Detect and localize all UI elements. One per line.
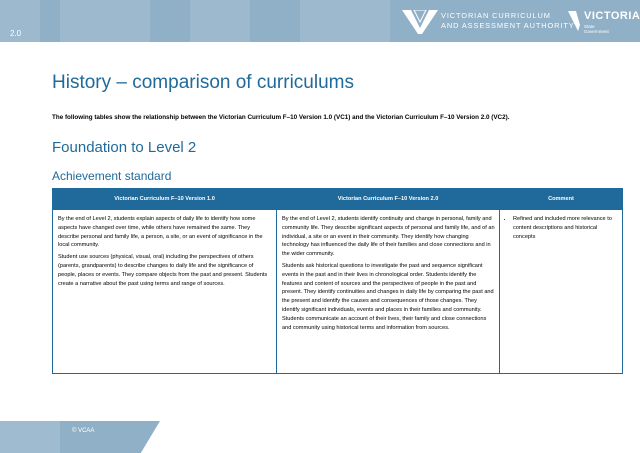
banner-stripe [60, 0, 150, 42]
banner-stripe [300, 0, 390, 42]
vc1-cell [53, 210, 277, 374]
banner-stripe [190, 0, 250, 42]
vc1-paragraph: By the end of Level 2, students explain aspects of daily life to identify how some aspects have changed over time, while others have remained the same. They describe personal and family life, a person, a site, or an event of significance in the local community. [58, 216, 263, 249]
comment-list [505, 215, 618, 241]
authority-name [441, 11, 575, 31]
comparison-table [52, 188, 623, 374]
victoria-wordmark: VICTORIA [584, 10, 640, 22]
copyright-text: © VCAA [72, 428, 95, 434]
subsection-title: Achievement standard [52, 169, 172, 183]
vc2-paragraph: By the end of Level 2, students identify continuity and change in personal, family and community life. They describe significant aspects of personal and family life, and of an individual, a site or an event in their community. They identify how changing technology has influenced the daily life of their families and close connections and in the wider community. [282, 216, 495, 258]
intro-text: The following tables show the relationship between the Victorian Curriculum F–10 Version 1.0 (VC1) and the Victorian Curriculum F–10 Version 2.0 (VC2). [52, 114, 510, 121]
comment-cell [500, 210, 623, 374]
state-government-label [584, 24, 609, 34]
vc2-cell [277, 210, 500, 374]
authority-line-2: AND ASSESSMENT AUTHORITY [441, 21, 575, 30]
vc2-paragraph: Students ask historical questions to investigate the past and sequence significant events in the past and in their lives in chronological order. Students identify the features and content of sources and the perspectives of people in the past and present. They identify continuities and changes in daily life by comparing the past and the present and identify the causes and consequences of those changes. They identify significant individuals, events and places in their families and community. Students communicate an account of their lives, their family and close connections and community using historical terms and information from sources. [282, 262, 494, 331]
header-vc1: Victorian Curriculum F–10 Version 1.0 [53, 189, 277, 210]
comment-item: • Refined and included more relevance to content descriptions and historical concepts [513, 215, 618, 241]
vc1-paragraph: Student use sources (physical, visual, oral) including the perspectives of others (parents, grandparents) to describe changes to daily life and the significance of people, places or events. They compare objects from the past and present. Students create a narrative about the past using terms and range of sources. [58, 254, 268, 287]
vcaa-logo-icon [402, 10, 438, 34]
table-row [53, 210, 623, 374]
authority-line-1: VICTORIAN CURRICULUM [441, 11, 551, 20]
header-vc2: Victorian Curriculum F–10 Version 2.0 [277, 189, 500, 210]
gov-sub-line-2: Government [584, 29, 609, 34]
footer-band-accent [0, 421, 60, 453]
version-label: 2.0 [10, 29, 22, 38]
page-title: History – comparison of curriculums [52, 72, 354, 93]
section-title: Foundation to Level 2 [52, 139, 197, 156]
gov-sub-line-1: State [584, 24, 595, 29]
table-header-row [53, 189, 623, 210]
header-comment: Comment [500, 189, 623, 210]
